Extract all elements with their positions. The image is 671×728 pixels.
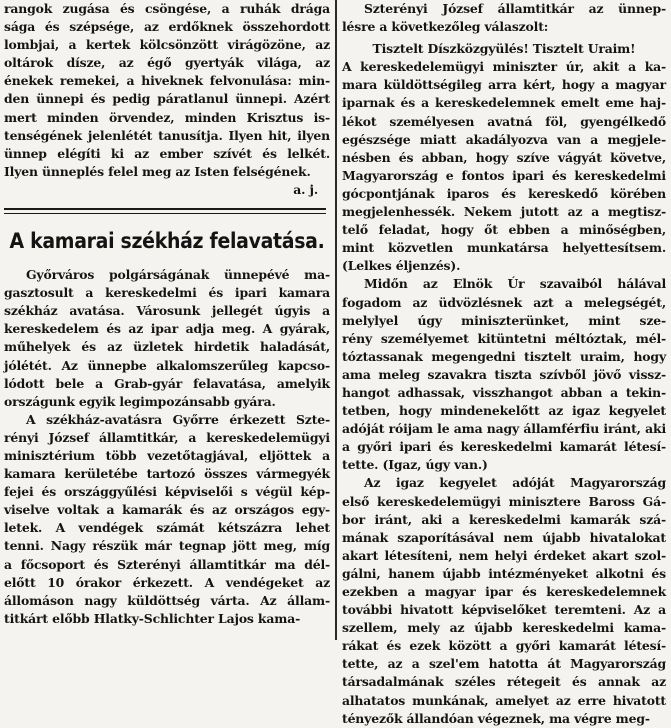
text-line: ezekben a magyar ipar és kereskedelemnek: [342, 584, 666, 599]
text-line: országunk egyik legimpozánsabb gyára.: [4, 393, 276, 409]
text-line: A kereskedelemügyi miniszter úr, akit a ka-: [342, 59, 666, 75]
text-line: énekek remekei, a hiveknek felvonulása: min-: [4, 73, 330, 89]
text-line: tenségének jelenlétét tanusítja. Ilyen hit, ilyen: [4, 127, 330, 143]
text-line: fejei és országgyűlési képviselői s végül kép-: [4, 484, 330, 500]
article-paragraph-2: [4, 411, 330, 628]
text-line: viselve voltak a kamarák és az országos egy-: [4, 502, 330, 518]
reply-intro-paragraph: [342, 0, 666, 36]
text-line: rákat és ezek között a győri kamarát létesí-: [342, 638, 666, 654]
text-line: alhatatos munkának, amelyet az erre hivatott: [342, 692, 666, 708]
text-line: ünnep elégíti ki az ember szívét és lelkét.: [4, 145, 330, 161]
article-paragraph-1: [4, 266, 330, 411]
text-line: állomáson nagy küldöttség várta. Az állam-: [4, 592, 330, 608]
text-line: titkárt előbb Hlatky-Schlichter Lajos kama-: [4, 610, 301, 626]
text-line: műhelyek és az üzletek hirdetik haladását,: [4, 339, 330, 355]
text-line: előtt 10 órakor érkezett. A vendégeket az: [4, 574, 330, 590]
text-line: első kereskedelemügyi minisztere Baross Gá-: [342, 493, 666, 509]
text-line: bor iránt, aki a kereskedelmi kamarák szá-: [342, 511, 666, 527]
text-line: mert minden örvendez, minden Krisztus is-: [4, 109, 330, 125]
text-line: lombjai, a kertek kölcsönzött virágözöne, az: [4, 37, 330, 53]
text-line: minisztérium több vezetőtagjával, eljöttek a: [4, 447, 330, 463]
text-line: melylyel úgy miniszterünket, mint sze-: [342, 312, 666, 328]
text-line: Tisztelt Díszközgyülés! Tisztelt Uraim!: [372, 41, 636, 57]
text-line: székház avatása. Városunk jellegét úgyis a: [4, 303, 330, 319]
text-line: mara küldöttségileg arra kért, hogy a magyar: [342, 77, 666, 93]
text-line: lésre a következőleg válaszolt:: [342, 19, 549, 35]
text-line: letek. A vendégek számát kétszázra lehet: [4, 520, 330, 536]
text-line: megjelenhessék. Nekem jutott az a megtisz-: [342, 204, 666, 220]
text-line: Magyarország e fontos ipari és kereskedelmi: [342, 167, 666, 183]
text-line: mának szaporításával nem újabb hivatalokat: [342, 529, 666, 545]
text-line: rangok zugása és csöngése, a ruhák drága: [4, 1, 330, 16]
text-line: egészsége miatt akadályozva van a megjele-: [342, 131, 666, 147]
text-line: fogadom az üdvözlésnek azt a melegségét,: [342, 294, 666, 310]
text-line: lékot személyesen avatná föl, gyengélkedő: [342, 113, 666, 129]
text-line: Ilyen ünneplés felel meg az Isten felségének.: [4, 163, 311, 179]
text-line: tetben, hogy mindenekelőtt az igaz kegyelet: [342, 403, 666, 419]
text-line: lódott bele a Grab-gyár felavatása, amelyik: [4, 375, 330, 391]
signature: a. j.: [293, 181, 318, 197]
text-line: a főcsoport és Szterényi államtitkár ma dél-: [4, 556, 330, 572]
text-line: (Lelkes éljenzés).: [342, 258, 461, 274]
text-line: gálni, hanem újabb intézményeket alkotni és: [342, 565, 666, 581]
text-line: Az igaz kegyelet adóját Magyarország: [364, 475, 666, 491]
text-line: tette, az a szel'em hatotta át Magyarország: [342, 656, 666, 672]
text-line: mint közvetlen munkatársa helyettesítsem.: [342, 240, 666, 256]
section-rule: [4, 208, 326, 210]
text-line: den ünnepi és pedig páratlanul ünnepi. Azért: [4, 91, 330, 107]
text-line: tóztassanak megengedni tisztelt uraim, hogy: [342, 348, 666, 364]
text-line: tette. (Igaz, úgy van.): [342, 457, 488, 473]
text-line: tenni. Nagy részük már tegnap jött meg, míg: [4, 538, 330, 554]
right-column: [342, 0, 666, 728]
text-line: tényezők állandóan végeznek, ma végre meg-: [342, 710, 650, 726]
speech-paragraph-2: [342, 275, 666, 474]
text-line: Midőn az Elnök Úr szavaiból hálával: [364, 276, 666, 292]
left-column: [4, 0, 330, 628]
text-line: hangot adhassak, visszhangot abban a tekin-: [342, 384, 666, 400]
text-line: kereskedelem és az ipar adja meg. A gyárak,: [4, 321, 330, 337]
speech-paragraph-3: [342, 474, 666, 727]
text-line: akart létesíteni, nem helyi érdeket akart szol-: [342, 547, 666, 563]
text-line: gócpontjának iparos és kereskedő körében: [342, 185, 666, 201]
text-line: Szterényi József államtitkár az ünnep-: [364, 1, 666, 16]
text-line: sága és szépsége, az erdőknek összehordott: [4, 19, 330, 35]
text-line: kamara kerületébe tartozó összes vármegyék: [4, 466, 330, 482]
text-line: A székház-avatásra Győrre érkezett Szte-: [26, 411, 330, 427]
text-line: társadalmának széles rétegeit és annak az: [342, 674, 666, 690]
text-line: jólétét. Az ünnepbe alkalomszerűleg kapcso-: [4, 357, 330, 373]
text-line: gasztosult a kereskedelmi és ipari kamara: [4, 285, 330, 301]
text-line: rényi József államtitkár, a kereskedelemügyi: [4, 429, 330, 445]
text-line: rény személyemet kitüntetni méltóztak, mél-: [342, 330, 666, 346]
column-divider: [335, 0, 337, 640]
intro-paragraph: [4, 0, 330, 181]
text-line: Győrváros polgárságának ünnepévé ma-: [26, 267, 330, 283]
text-line: szellem, mely az újabb kereskedelmi kama-: [342, 620, 666, 636]
text-line: iparnak és a kereskedelemnek emelt eme haj-: [342, 95, 666, 111]
text-line: nésben és abban, hogy szíve vágyát követve,: [342, 149, 666, 165]
speech-paragraph-1: [342, 40, 666, 275]
text-line: további hivatott képviselőket teremteni. Az a: [342, 602, 666, 618]
article-headline: A kamarai székház felavatása.: [9, 229, 325, 254]
text-line: ama meleg szavakra tiszta szívből jövő vissz-: [342, 366, 666, 382]
section-rule-thin: [4, 213, 326, 214]
text-line: a győri ipari és kereskedelmi kamarát létesí-: [342, 439, 666, 455]
text-line: telő feladat, hogy őt ebben a minőségben,: [342, 222, 666, 238]
text-line: adóját róijam le ama nagy államférfiu iránt, aki: [342, 421, 666, 437]
text-line: oltárok dísze, az égő gyertyák világa, az: [4, 55, 330, 71]
